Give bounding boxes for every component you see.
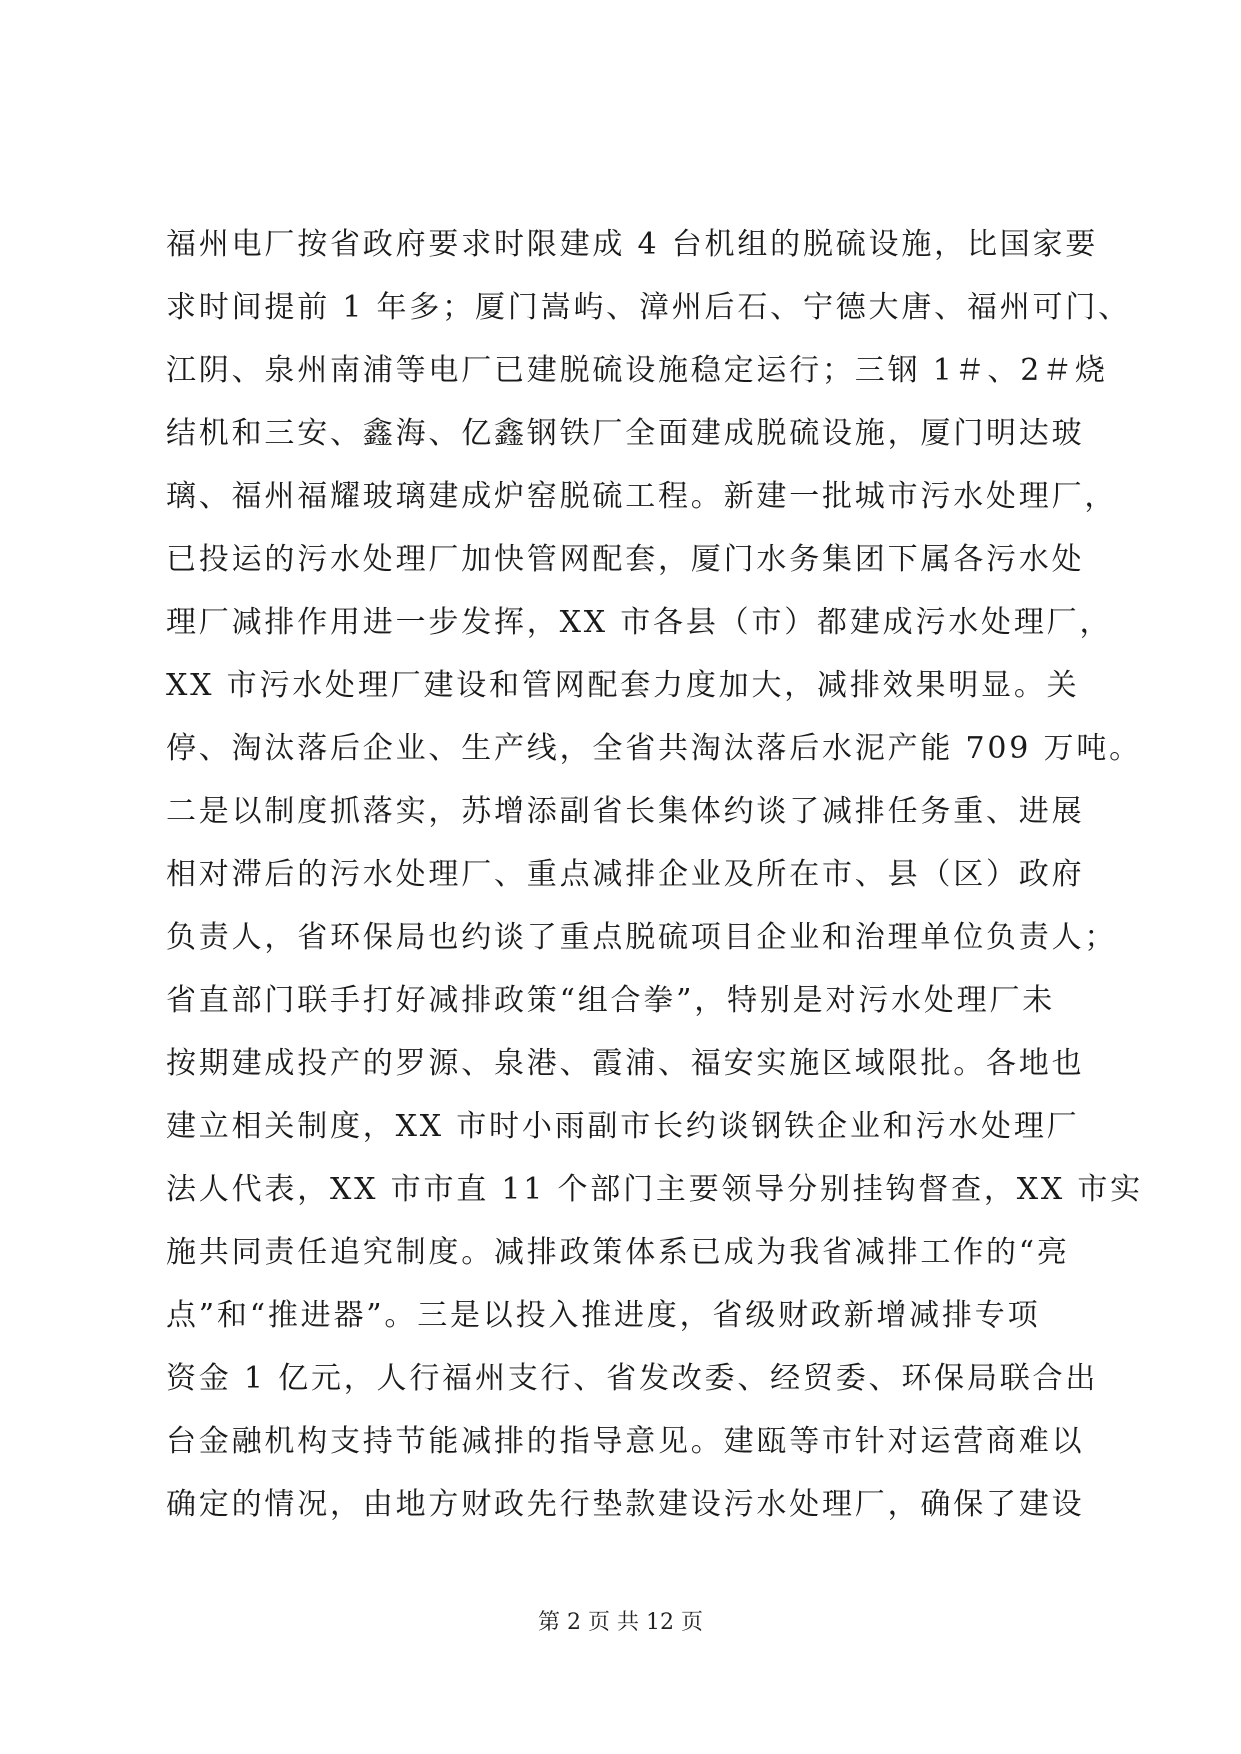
text-line: 台金融机构支持节能减排的指导意见。建瓯等市针对运营商难以 bbox=[166, 1424, 1085, 1459]
text-line: 求时间提前 1 年多；厦门嵩屿、漳州后石、宁德大唐、福州可门、 bbox=[166, 290, 1131, 325]
text-line: 璃、福州福耀玻璃建成炉窑脱硫工程。新建一批城市污水处理厂， bbox=[166, 479, 1118, 514]
text-line: 结机和三安、鑫海、亿鑫钢铁厂全面建成脱硫设施，厦门明达玻 bbox=[166, 416, 1085, 451]
text-line: 江阴、泉州南浦等电厂已建脱硫设施稳定运行；三钢 1＃、2＃烧 bbox=[166, 353, 1108, 388]
text-line: 理厂减排作用进一步发挥，XX 市各县（市）都建成污水处理厂， bbox=[166, 605, 1113, 640]
text-line: 资金 1 亿元，人行福州支行、省发改委、经贸委、环保局联合出 bbox=[166, 1361, 1099, 1396]
text-line: XX 市污水处理厂建设和管网配套力度加大，减排效果明显。关 bbox=[166, 668, 1080, 703]
text-line: 建立相关制度，XX 市时小雨副市长约谈钢铁企业和污水处理厂 bbox=[166, 1109, 1080, 1144]
text-line: 已投运的污水处理厂加快管网配套，厦门水务集团下属各污水处 bbox=[166, 542, 1085, 577]
text-line: 负责人，省环保局也约谈了重点脱硫项目企业和治理单位负责人； bbox=[166, 920, 1118, 955]
text-line: 福州电厂按省政府要求时限建成 4 台机组的脱硫设施，比国家要 bbox=[166, 227, 1099, 262]
text-line: 确定的情况，由地方财政先行垫款建设污水处理厂，确保了建设 bbox=[166, 1487, 1085, 1522]
text-line: 相对滞后的污水处理厂、重点减排企业及所在市、县（区）政府 bbox=[166, 857, 1085, 892]
body-text bbox=[166, 213, 1143, 1536]
text-line: 施共同责任追究制度。减排政策体系已成为我省减排工作的“亮 bbox=[166, 1235, 1070, 1270]
page-number-footer: 第 2 页 共 12 页 bbox=[538, 1610, 703, 1635]
text-line: 点”和“推进器”。三是以投入推进度，省级财政新增减排专项 bbox=[166, 1298, 1041, 1333]
text-line: 二是以制度抓落实，苏增添副省长集体约谈了减排任务重、进展 bbox=[166, 794, 1085, 829]
text-line: 停、淘汰落后企业、生产线，全省共淘汰落后水泥产能 709 万吨。 bbox=[166, 731, 1142, 766]
text-line: 省直部门联手打好减排政策“组合拳”，特别是对污水处理厂未 bbox=[166, 983, 1056, 1018]
text-line: 按期建成投产的罗源、泉港、霞浦、福安实施区域限批。各地也 bbox=[166, 1046, 1085, 1081]
text-line: 法人代表，XX 市市直 11 个部门主要领导分别挂钩督查，XX 市实 bbox=[166, 1172, 1143, 1207]
